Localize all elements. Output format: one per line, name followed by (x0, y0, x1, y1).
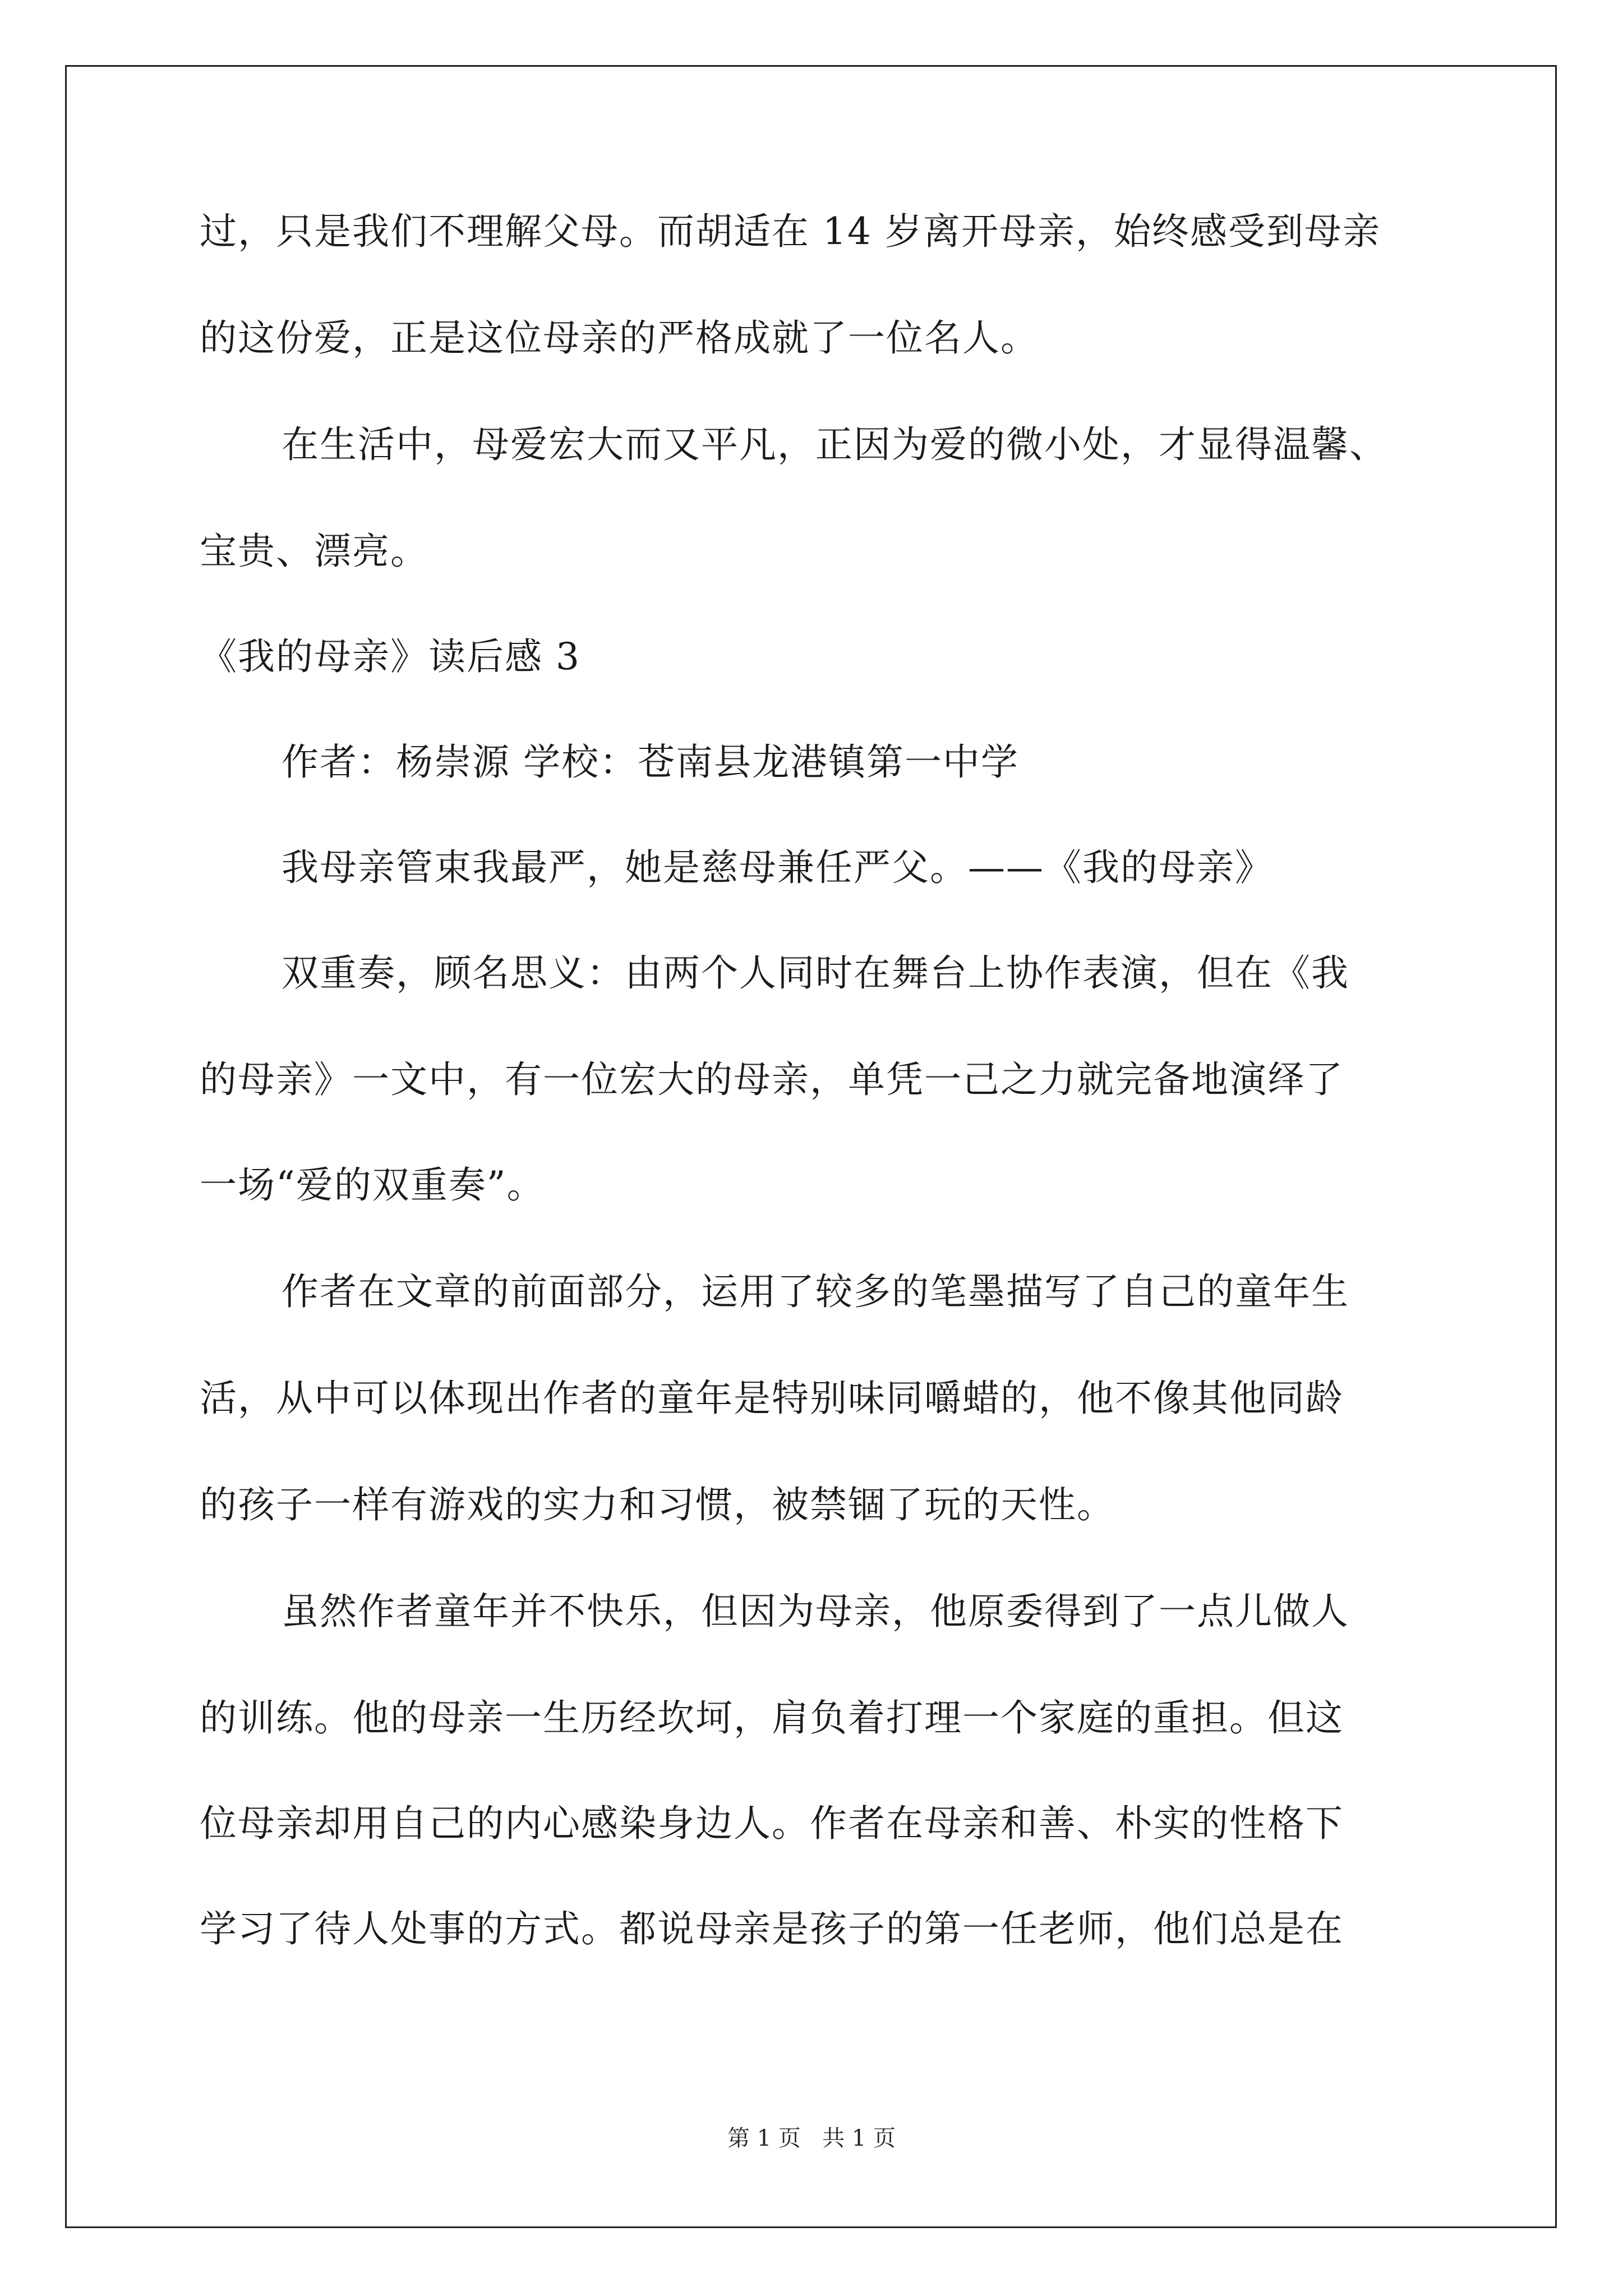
quote-line: 我母亲管束我最严，她是慈母兼任严父。——《我的母亲》 (282, 846, 1273, 889)
paragraph-line: 活，从中可以体现出作者的童年是特别味同嚼蜡的，他不像其他同龄 (200, 1377, 1344, 1420)
paragraph-line: 虽然作者童年并不快乐，但因为母亲，他原委得到了一点儿做人 (282, 1590, 1349, 1633)
paragraph-line: 的训练。他的母亲一生历经坎坷，肩负着打理一个家庭的重担。但这 (200, 1696, 1344, 1740)
page-footer (0, 2127, 1623, 2150)
paragraph-line: 作者在文章的前面部分，运用了较多的笔墨描写了自己的童年生 (282, 1270, 1349, 1313)
page-number: 第 1 页 (727, 2125, 801, 2151)
paragraph-line: 位母亲却用自己的内心感染身边人。作者在母亲和善、朴实的性格下 (200, 1802, 1344, 1845)
paragraph-line: 双重奏，顾名思义：由两个人同时在舞台上协作表演，但在《我 (282, 951, 1349, 995)
paragraph-line: 的这份爱，正是这位母亲的严格成就了一位名人。 (200, 316, 1039, 360)
section-heading: 《我的母亲》读后感 3 (200, 635, 580, 678)
author-line: 作者：杨崇源 学校：苍南县龙港镇第一中学 (282, 740, 1019, 784)
page-total: 共 1 页 (822, 2125, 896, 2151)
paragraph-line: 宝贵、漂亮。 (200, 530, 428, 573)
paragraph-line: 学习了待人处事的方式。都说母亲是孩子的第一任老师，他们总是在 (200, 1907, 1344, 1950)
paragraph-line: 的母亲》一文中，有一位宏大的母亲，单凭一己之力就完备地演绎了 (200, 1058, 1344, 1101)
paragraph-line: 在生活中，母爱宏大而又平凡，正因为爱的微小处，才显得温馨、 (282, 423, 1387, 466)
page-border (65, 65, 1557, 2228)
paragraph-line: 过，只是我们不理解父母。而胡适在 14 岁离开母亲，始终感受到母亲 (200, 210, 1381, 253)
paragraph-line: 的孩子一样有游戏的实力和习惯，被禁锢了玩的天性。 (200, 1483, 1115, 1526)
paragraph-line: 一场“爱的双重奏”。 (200, 1163, 545, 1207)
